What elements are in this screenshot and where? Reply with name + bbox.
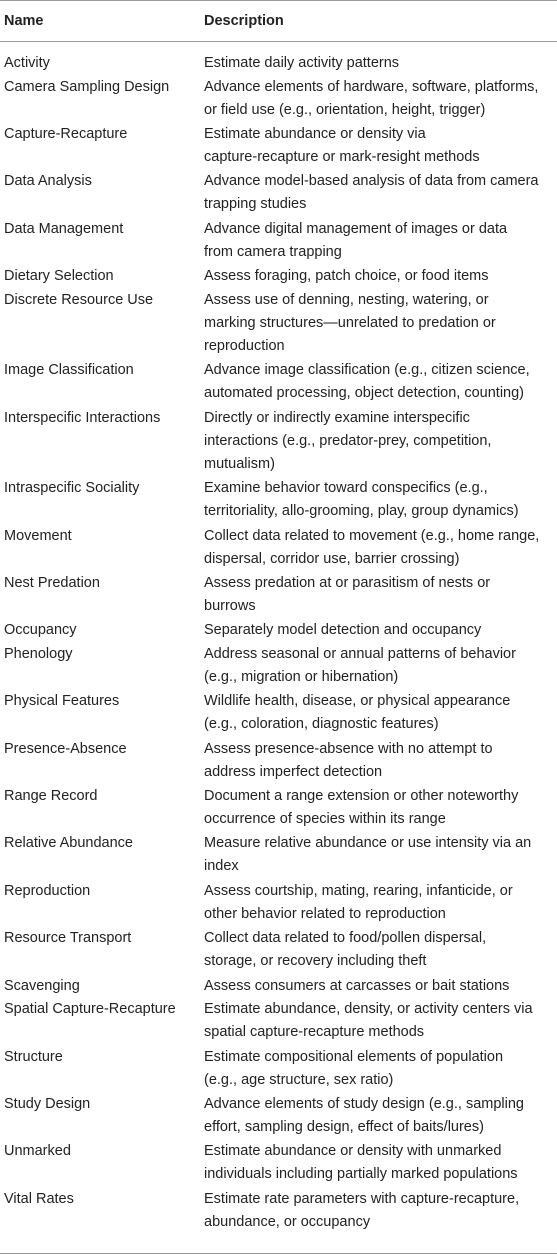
- row-name: Resource Transport: [4, 930, 132, 947]
- description-line: territoriality, allo-grooming, play, group dynamics): [204, 503, 519, 520]
- description-line: Advance elements of study design (e.g., sampling: [204, 1096, 524, 1113]
- row-description: [204, 1046, 556, 1092]
- row-name: Data Analysis: [4, 173, 92, 190]
- description-line: abundance, or occupancy: [204, 1213, 371, 1230]
- row-description: [204, 1140, 556, 1186]
- description-line: or field use (e.g., orientation, height, trigger): [204, 101, 486, 118]
- table-row: [0, 265, 557, 289]
- description-line: mutualism): [204, 455, 275, 472]
- table-row: [0, 218, 557, 265]
- row-description: [204, 975, 556, 998]
- row-description: [204, 76, 556, 122]
- table-row: [0, 572, 557, 619]
- table-body: [0, 52, 557, 1235]
- description-line: (e.g., migration or hibernation): [204, 668, 399, 685]
- row-description: [204, 52, 556, 75]
- description-line: spatial capture-recapture methods: [204, 1024, 425, 1041]
- row-name: Scavenging: [4, 977, 80, 994]
- row-name: Movement: [4, 527, 72, 544]
- row-name: Phenology: [4, 645, 73, 662]
- row-name: Interspecific Interactions: [4, 409, 161, 426]
- table-row: [0, 1093, 557, 1140]
- description-line: Collect data related to food/pollen dispersal,: [204, 930, 487, 947]
- table-row: [0, 170, 557, 217]
- row-name: Capture-Recapture: [4, 125, 128, 142]
- description-line: Assess consumers at carcasses or bait stations: [204, 977, 510, 994]
- description-line: Assess presence-absence with no attempt to: [204, 740, 493, 757]
- table-row: [0, 785, 557, 832]
- table-row: [0, 407, 557, 478]
- description-line: individuals including partially marked populations: [204, 1166, 518, 1183]
- table-row: [0, 619, 557, 643]
- row-description: [204, 359, 556, 405]
- row-description: [204, 265, 556, 288]
- description-line: Estimate rate parameters with capture-recapture,: [204, 1190, 520, 1207]
- description-line: Wildlife health, disease, or physical appearance: [204, 693, 511, 710]
- description-line: occurrence of species within its range: [204, 811, 446, 828]
- description-line: trapping studies: [204, 196, 307, 213]
- description-line: dispersal, corridor use, barrier crossing): [204, 550, 460, 567]
- description-line: Collect data related to movement (e.g., home range,: [204, 527, 540, 544]
- description-line: Measure relative abundance or use intensity via an: [204, 835, 532, 852]
- description-line: Address seasonal or annual patterns of behavior: [204, 645, 516, 662]
- description-line: effort, sampling design, effect of baits/lures): [204, 1119, 484, 1136]
- table-row: [0, 832, 557, 879]
- description-line: Assess use of denning, nesting, watering, or: [204, 291, 489, 308]
- table-row: [0, 643, 557, 690]
- table-row: [0, 738, 557, 785]
- table-row: [0, 359, 557, 406]
- row-name: Image Classification: [4, 362, 134, 379]
- table-header-row: [0, 0, 557, 41]
- row-name: Physical Features: [4, 693, 120, 710]
- description-line: Examine behavior toward conspecifics (e.g.,: [204, 480, 488, 497]
- row-name: Relative Abundance: [4, 835, 133, 852]
- table-row: [0, 525, 557, 572]
- table-row: [0, 880, 557, 927]
- description-line: Separately model detection and occupancy: [204, 622, 482, 639]
- description-line: Advance image classification (e.g., citizen science,: [204, 362, 530, 379]
- table-row: [0, 52, 557, 76]
- table-row: [0, 1046, 557, 1093]
- row-name: Presence-Absence: [4, 740, 127, 757]
- description-line: Assess courtship, mating, rearing, infanticide, or: [204, 882, 513, 899]
- row-name: Intraspecific Sociality: [4, 480, 140, 497]
- table-row: [0, 1140, 557, 1187]
- table-row: [0, 998, 557, 1045]
- description-line: Document a range extension or other noteworthy: [204, 788, 519, 805]
- row-name: Structure: [4, 1048, 63, 1065]
- header-description: Description: [204, 13, 284, 29]
- row-description: [204, 170, 556, 216]
- table-row: [0, 289, 557, 360]
- description-line: Directly or indirectly examine interspecific: [204, 409, 470, 426]
- row-description: [204, 998, 556, 1044]
- row-name: Activity: [4, 55, 50, 71]
- row-name: Reproduction: [4, 882, 91, 899]
- description-line: address imperfect detection: [204, 763, 383, 780]
- row-description: [204, 407, 556, 476]
- description-line: Estimate abundance, density, or activity centers via: [204, 1001, 533, 1018]
- row-name: Dietary Selection: [4, 268, 114, 285]
- header-name: Name: [4, 13, 44, 29]
- row-description: [204, 289, 556, 358]
- row-name: Spatial Capture-Recapture: [4, 1001, 176, 1018]
- description-line: marking structures—unrelated to predation or: [204, 314, 496, 331]
- description-line: automated processing, object detection, counting): [204, 385, 525, 402]
- row-name: Nest Predation: [4, 574, 100, 591]
- row-description: [204, 123, 556, 169]
- table-row: [0, 76, 557, 123]
- table-row: [0, 690, 557, 737]
- row-name: Unmarked: [4, 1143, 71, 1160]
- description-line: reproduction: [204, 337, 285, 354]
- row-description: [204, 880, 556, 926]
- row-name: Data Management: [4, 220, 124, 237]
- description-line: Estimate daily activity patterns: [204, 55, 400, 71]
- table-row: [0, 477, 557, 524]
- description-line: Estimate abundance or density with unmarked: [204, 1143, 502, 1160]
- table-bottom-rule: [0, 1253, 557, 1254]
- row-description: [204, 477, 556, 523]
- description-line: Advance digital management of images or data: [204, 220, 508, 237]
- row-description: [204, 572, 556, 618]
- description-line: interactions (e.g., predator-prey, competition,: [204, 432, 492, 449]
- description-line: Advance model-based analysis of data from camera: [204, 173, 539, 190]
- description-line: storage, or recovery including theft: [204, 953, 427, 970]
- table-row: [0, 1188, 557, 1235]
- description-line: capture-recapture or mark-resight methods: [204, 148, 480, 165]
- row-description: [204, 690, 556, 736]
- row-name: Range Record: [4, 788, 98, 805]
- row-description: [204, 927, 556, 973]
- description-line: Estimate abundance or density via: [204, 125, 426, 142]
- description-line: burrows: [204, 597, 256, 614]
- row-description: [204, 832, 556, 878]
- table-header-rule: [0, 41, 557, 42]
- row-description: [204, 1188, 556, 1234]
- row-name: Discrete Resource Use: [4, 291, 154, 308]
- row-description: [204, 1093, 556, 1139]
- row-description: [204, 785, 556, 831]
- description-line: Assess foraging, patch choice, or food items: [204, 268, 489, 285]
- description-line: index: [204, 858, 239, 875]
- description-line: (e.g., coloration, diagnostic features): [204, 716, 439, 733]
- description-line: Assess predation at or parasitism of nests or: [204, 574, 491, 591]
- row-description: [204, 218, 556, 264]
- row-description: [204, 738, 556, 784]
- row-name: Vital Rates: [4, 1190, 74, 1207]
- description-line: other behavior related to reproduction: [204, 905, 446, 922]
- table-row: [0, 927, 557, 974]
- row-description: [204, 525, 556, 571]
- row-description: [204, 619, 556, 642]
- row-name: Study Design: [4, 1096, 91, 1113]
- table-row: [0, 123, 557, 170]
- row-description: [204, 643, 556, 689]
- row-name: Camera Sampling Design: [4, 78, 170, 95]
- description-line: (e.g., age structure, sex ratio): [204, 1071, 394, 1088]
- description-line: Advance elements of hardware, software, platforms,: [204, 78, 539, 95]
- row-name: Occupancy: [4, 622, 77, 639]
- description-line: from camera trapping: [204, 243, 342, 260]
- description-line: Estimate compositional elements of population: [204, 1048, 504, 1065]
- table-row: [0, 975, 557, 999]
